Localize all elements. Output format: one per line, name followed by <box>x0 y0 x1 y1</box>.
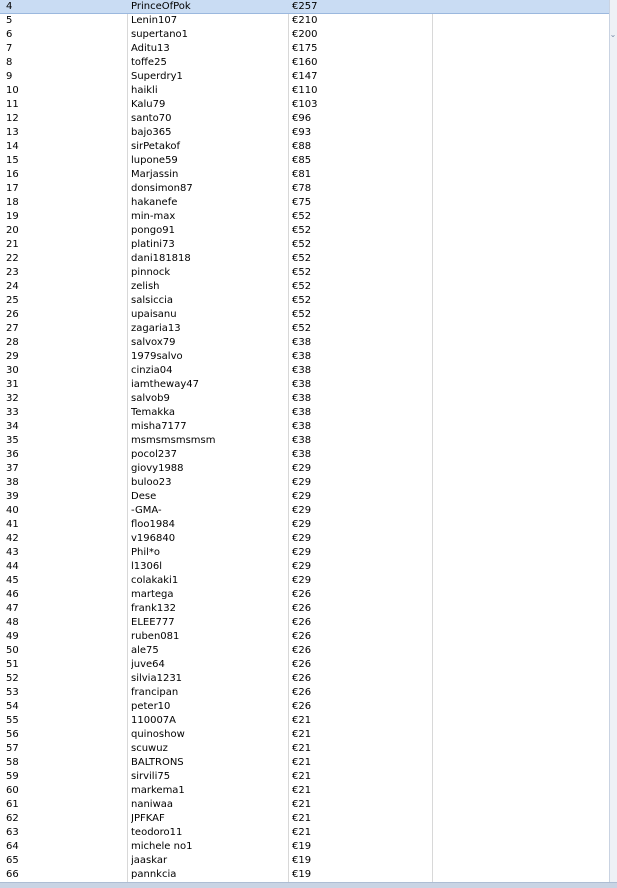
table-row[interactable] <box>0 28 609 42</box>
prize-cell: €257 <box>292 1 318 12</box>
player-name-cell: salsiccia <box>131 295 174 306</box>
table-row[interactable] <box>0 224 609 238</box>
table-row[interactable] <box>0 84 609 98</box>
rank-cell: 40 <box>6 505 19 516</box>
rank-cell: 15 <box>6 155 19 166</box>
table-row[interactable] <box>0 238 609 252</box>
prize-cell: €26 <box>292 589 312 600</box>
table-row[interactable] <box>0 210 609 224</box>
rank-cell: 23 <box>6 267 19 278</box>
table-row[interactable] <box>0 490 609 504</box>
player-name-cell: Phil*o <box>131 547 161 558</box>
player-name-cell: colakaki1 <box>131 575 179 586</box>
prize-cell: €52 <box>292 225 312 236</box>
player-name-cell: cinzia04 <box>131 365 173 376</box>
player-name-cell: pannkcia <box>131 869 177 880</box>
table-row[interactable] <box>0 98 609 112</box>
table-row[interactable] <box>0 350 609 364</box>
prize-cell: €26 <box>292 673 312 684</box>
player-name-cell: msmsmsmsmsm <box>131 435 216 446</box>
rank-cell: 54 <box>6 701 19 712</box>
rank-cell: 11 <box>6 99 19 110</box>
rank-cell: 41 <box>6 519 19 530</box>
prize-cell: €21 <box>292 729 312 740</box>
prize-cell: €38 <box>292 407 312 418</box>
prize-cell: €52 <box>292 295 312 306</box>
player-name-cell: salvob9 <box>131 393 170 404</box>
prize-cell: €38 <box>292 337 312 348</box>
table-row[interactable] <box>0 546 609 560</box>
rank-cell: 36 <box>6 449 19 460</box>
rank-cell: 22 <box>6 253 19 264</box>
player-name-cell: zelish <box>131 281 160 292</box>
rank-cell: 60 <box>6 785 19 796</box>
player-name-cell: pinnock <box>131 267 171 278</box>
prize-cell: €38 <box>292 421 312 432</box>
rank-cell: 38 <box>6 477 19 488</box>
table-row[interactable] <box>0 658 609 672</box>
player-name-cell: sirvili75 <box>131 771 171 782</box>
prize-cell: €26 <box>292 645 312 656</box>
table-row[interactable] <box>0 840 609 854</box>
rank-cell: 43 <box>6 547 19 558</box>
prize-cell: €52 <box>292 281 312 292</box>
player-name-cell: PrinceOfPok <box>131 1 191 12</box>
prize-cell: €78 <box>292 183 312 194</box>
rank-cell: 13 <box>6 127 19 138</box>
player-name-cell: giovy1988 <box>131 463 184 474</box>
rank-cell: 63 <box>6 827 19 838</box>
prize-cell: €175 <box>292 43 318 54</box>
rank-cell: 42 <box>6 533 19 544</box>
rank-cell: 20 <box>6 225 19 236</box>
player-name-cell: ELEE777 <box>131 617 175 628</box>
player-name-cell: scuwuz <box>131 743 168 754</box>
player-name-cell: iamtheway47 <box>131 379 200 390</box>
rank-cell: 6 <box>6 29 13 40</box>
rank-cell: 17 <box>6 183 19 194</box>
prize-cell: €52 <box>292 253 312 264</box>
prize-cell: €38 <box>292 351 312 362</box>
table-row[interactable] <box>0 364 609 378</box>
player-name-cell: buloo23 <box>131 477 172 488</box>
table-row[interactable] <box>0 798 609 812</box>
rank-cell: 12 <box>6 113 19 124</box>
player-name-cell: l1306l <box>131 561 163 572</box>
rank-cell: 46 <box>6 589 19 600</box>
rank-cell: 37 <box>6 463 19 474</box>
table-row[interactable] <box>0 602 609 616</box>
rank-cell: 21 <box>6 239 19 250</box>
table-row[interactable] <box>0 784 609 798</box>
rank-cell: 48 <box>6 617 19 628</box>
rank-cell: 33 <box>6 407 19 418</box>
table-row[interactable] <box>0 742 609 756</box>
table-row[interactable] <box>0 714 609 728</box>
table-row[interactable] <box>0 504 609 518</box>
player-name-cell: bajo365 <box>131 127 172 138</box>
player-name-cell: 110007A <box>131 715 177 726</box>
prize-cell: €21 <box>292 757 312 768</box>
player-name-cell: silvia1231 <box>131 673 183 684</box>
table-row[interactable] <box>0 266 609 280</box>
prize-cell: €88 <box>292 141 312 152</box>
table-row[interactable] <box>0 672 609 686</box>
rank-cell: 56 <box>6 729 19 740</box>
rank-cell: 34 <box>6 421 19 432</box>
table-row[interactable] <box>0 322 609 336</box>
player-name-cell: BALTRONS <box>131 757 184 768</box>
rank-cell: 64 <box>6 841 19 852</box>
table-row[interactable] <box>0 406 609 420</box>
rank-cell: 19 <box>6 211 19 222</box>
prize-cell: €19 <box>292 841 312 852</box>
player-name-cell: santo70 <box>131 113 172 124</box>
player-name-cell: sirPetakof <box>131 141 181 152</box>
prize-cell: €52 <box>292 267 312 278</box>
prize-cell: €21 <box>292 799 312 810</box>
table-row[interactable] <box>0 378 609 392</box>
player-name-cell: Superdry1 <box>131 71 183 82</box>
rank-cell: 10 <box>6 85 19 96</box>
player-name-cell: Marjassin <box>131 169 179 180</box>
table-row[interactable] <box>0 70 609 84</box>
prize-cell: €96 <box>292 113 312 124</box>
table-row[interactable] <box>0 126 609 140</box>
prize-cell: €110 <box>292 85 318 96</box>
prize-cell: €38 <box>292 393 312 404</box>
prize-cell: €19 <box>292 855 312 866</box>
prize-cell: €75 <box>292 197 312 208</box>
player-name-cell: min-max <box>131 211 176 222</box>
prize-cell: €29 <box>292 575 312 586</box>
player-name-cell: naniwaa <box>131 799 174 810</box>
rank-cell: 27 <box>6 323 19 334</box>
table-row[interactable] <box>0 756 609 770</box>
prize-cell: €26 <box>292 701 312 712</box>
player-name-cell: JPFKAF <box>131 813 165 824</box>
table-row[interactable] <box>0 854 609 868</box>
prize-cell: €29 <box>292 519 312 530</box>
table-row[interactable] <box>0 392 609 406</box>
table-row[interactable] <box>0 154 609 168</box>
horizontal-scrollbar[interactable] <box>0 882 617 888</box>
table-row[interactable] <box>0 434 609 448</box>
rank-cell: 55 <box>6 715 19 726</box>
table-row[interactable] <box>0 448 609 462</box>
rank-cell: 49 <box>6 631 19 642</box>
prize-cell: €29 <box>292 491 312 502</box>
table-row[interactable] <box>0 644 609 658</box>
prize-cell: €38 <box>292 365 312 376</box>
prize-cell: €29 <box>292 505 312 516</box>
player-name-cell: jaaskar <box>131 855 168 866</box>
rank-cell: 31 <box>6 379 19 390</box>
prize-cell: €147 <box>292 71 318 82</box>
prize-cell: €26 <box>292 687 312 698</box>
rank-cell: 39 <box>6 491 19 502</box>
rank-cell: 24 <box>6 281 19 292</box>
table-row[interactable] <box>0 252 609 266</box>
player-name-cell: dani181818 <box>131 253 191 264</box>
rank-cell: 53 <box>6 687 19 698</box>
player-name-cell: Lenin107 <box>131 15 178 26</box>
rank-cell: 16 <box>6 169 19 180</box>
table-row[interactable] <box>0 588 609 602</box>
prize-cell: €38 <box>292 379 312 390</box>
table-row[interactable] <box>0 196 609 210</box>
table-row[interactable] <box>0 826 609 840</box>
rank-cell: 8 <box>6 57 13 68</box>
prize-cell: €29 <box>292 561 312 572</box>
rank-cell: 26 <box>6 309 19 320</box>
rank-cell: 29 <box>6 351 19 362</box>
scroll-indicator-icon[interactable]: ⌄ <box>609 30 617 39</box>
table-row[interactable] <box>0 630 609 644</box>
player-name-cell: markema1 <box>131 785 185 796</box>
player-name-cell: francipan <box>131 687 179 698</box>
rank-cell: 57 <box>6 743 19 754</box>
table-row[interactable] <box>0 728 609 742</box>
rank-cell: 66 <box>6 869 19 880</box>
rank-cell: 65 <box>6 855 19 866</box>
player-name-cell: salvox79 <box>131 337 176 348</box>
table-row[interactable] <box>0 420 609 434</box>
prize-cell: €29 <box>292 547 312 558</box>
player-name-cell: donsimon87 <box>131 183 193 194</box>
rank-cell: 52 <box>6 673 19 684</box>
player-name-cell: quinoshow <box>131 729 185 740</box>
player-name-cell: upaisanu <box>131 309 177 320</box>
rank-cell: 18 <box>6 197 19 208</box>
rank-cell: 59 <box>6 771 19 782</box>
player-name-cell: toffe25 <box>131 57 167 68</box>
table-row[interactable] <box>0 56 609 70</box>
table-row[interactable] <box>0 532 609 546</box>
player-name-cell: floo1984 <box>131 519 175 530</box>
player-name-cell: ale75 <box>131 645 159 656</box>
prize-cell: €38 <box>292 435 312 446</box>
rank-cell: 14 <box>6 141 19 152</box>
table-row[interactable] <box>0 182 609 196</box>
prize-cell: €52 <box>292 323 312 334</box>
player-name-cell: pongo91 <box>131 225 175 236</box>
rank-cell: 58 <box>6 757 19 768</box>
player-name-cell: lupone59 <box>131 155 178 166</box>
player-name-cell: 1979salvo <box>131 351 183 362</box>
rank-cell: 25 <box>6 295 19 306</box>
prize-cell: €29 <box>292 533 312 544</box>
table-row[interactable] <box>0 812 609 826</box>
table-row[interactable] <box>0 308 609 322</box>
table-row[interactable] <box>0 518 609 532</box>
player-name-cell: michele no1 <box>131 841 193 852</box>
rank-cell: 61 <box>6 799 19 810</box>
player-name-cell: Kalu79 <box>131 99 166 110</box>
player-name-cell: zagaria13 <box>131 323 181 334</box>
rank-cell: 28 <box>6 337 19 348</box>
rank-cell: 9 <box>6 71 13 82</box>
prize-cell: €52 <box>292 309 312 320</box>
prize-cell: €19 <box>292 869 312 880</box>
prize-cell: €21 <box>292 827 312 838</box>
player-name-cell: ruben081 <box>131 631 180 642</box>
prize-cell: €103 <box>292 99 318 110</box>
player-name-cell: misha7177 <box>131 421 187 432</box>
table-row[interactable] <box>0 770 609 784</box>
table-row[interactable] <box>0 560 609 574</box>
player-name-cell: pocol237 <box>131 449 177 460</box>
rank-cell: 7 <box>6 43 13 54</box>
prize-cell: €29 <box>292 477 312 488</box>
player-name-cell: Dese <box>131 491 157 502</box>
rank-cell: 35 <box>6 435 19 446</box>
prize-cell: €52 <box>292 239 312 250</box>
prize-cell: €21 <box>292 813 312 824</box>
rank-cell: 50 <box>6 645 19 656</box>
table-row[interactable] <box>0 140 609 154</box>
prize-cell: €85 <box>292 155 312 166</box>
rank-cell: 47 <box>6 603 19 614</box>
prize-cell: €210 <box>292 15 318 26</box>
rank-cell: 4 <box>6 1 13 12</box>
player-name-cell: frank132 <box>131 603 176 614</box>
player-name-cell: martega <box>131 589 174 600</box>
table-row[interactable] <box>0 14 609 28</box>
player-name-cell: haikli <box>131 85 158 96</box>
rank-cell: 5 <box>6 15 13 26</box>
prize-cell: €38 <box>292 449 312 460</box>
player-name-cell: Aditu13 <box>131 43 170 54</box>
prize-cell: €26 <box>292 603 312 614</box>
table-row[interactable] <box>0 574 609 588</box>
rank-cell: 32 <box>6 393 19 404</box>
table-row[interactable] <box>0 462 609 476</box>
rank-cell: 44 <box>6 561 19 572</box>
player-name-cell: -GMA- <box>131 505 162 516</box>
prize-cell: €26 <box>292 659 312 670</box>
table-row[interactable] <box>0 686 609 700</box>
prize-cell: €26 <box>292 631 312 642</box>
rank-cell: 51 <box>6 659 19 670</box>
prize-cell: €21 <box>292 743 312 754</box>
table-row[interactable] <box>0 112 609 126</box>
prize-cell: €21 <box>292 715 312 726</box>
prize-cell: €81 <box>292 169 312 180</box>
prize-cell: €21 <box>292 785 312 796</box>
table-row[interactable] <box>0 700 609 714</box>
table-row[interactable] <box>0 294 609 308</box>
prize-cell: €93 <box>292 127 312 138</box>
prize-cell: €200 <box>292 29 318 40</box>
rank-cell: 62 <box>6 813 19 824</box>
table-row[interactable] <box>0 280 609 294</box>
table-row[interactable] <box>0 0 609 14</box>
table-row[interactable] <box>0 868 609 882</box>
prize-cell: €29 <box>292 463 312 474</box>
table-row[interactable] <box>0 42 609 56</box>
player-name-cell: juve64 <box>131 659 165 670</box>
table-row[interactable] <box>0 476 609 490</box>
table-row[interactable] <box>0 616 609 630</box>
player-name-cell: peter10 <box>131 701 171 712</box>
prize-cell: €52 <box>292 211 312 222</box>
table-row[interactable] <box>0 336 609 350</box>
rank-cell: 30 <box>6 365 19 376</box>
player-name-cell: hakanefe <box>131 197 178 208</box>
player-name-cell: platini73 <box>131 239 175 250</box>
player-name-cell: teodoro11 <box>131 827 183 838</box>
player-name-cell: supertano1 <box>131 29 189 40</box>
table-row[interactable] <box>0 168 609 182</box>
vertical-scrollbar[interactable] <box>609 0 617 882</box>
rank-cell: 45 <box>6 575 19 586</box>
prize-cell: €21 <box>292 771 312 782</box>
prize-cell: €160 <box>292 57 318 68</box>
player-name-cell: v196840 <box>131 533 176 544</box>
prize-cell: €26 <box>292 617 312 628</box>
player-name-cell: Temakka <box>131 407 175 418</box>
